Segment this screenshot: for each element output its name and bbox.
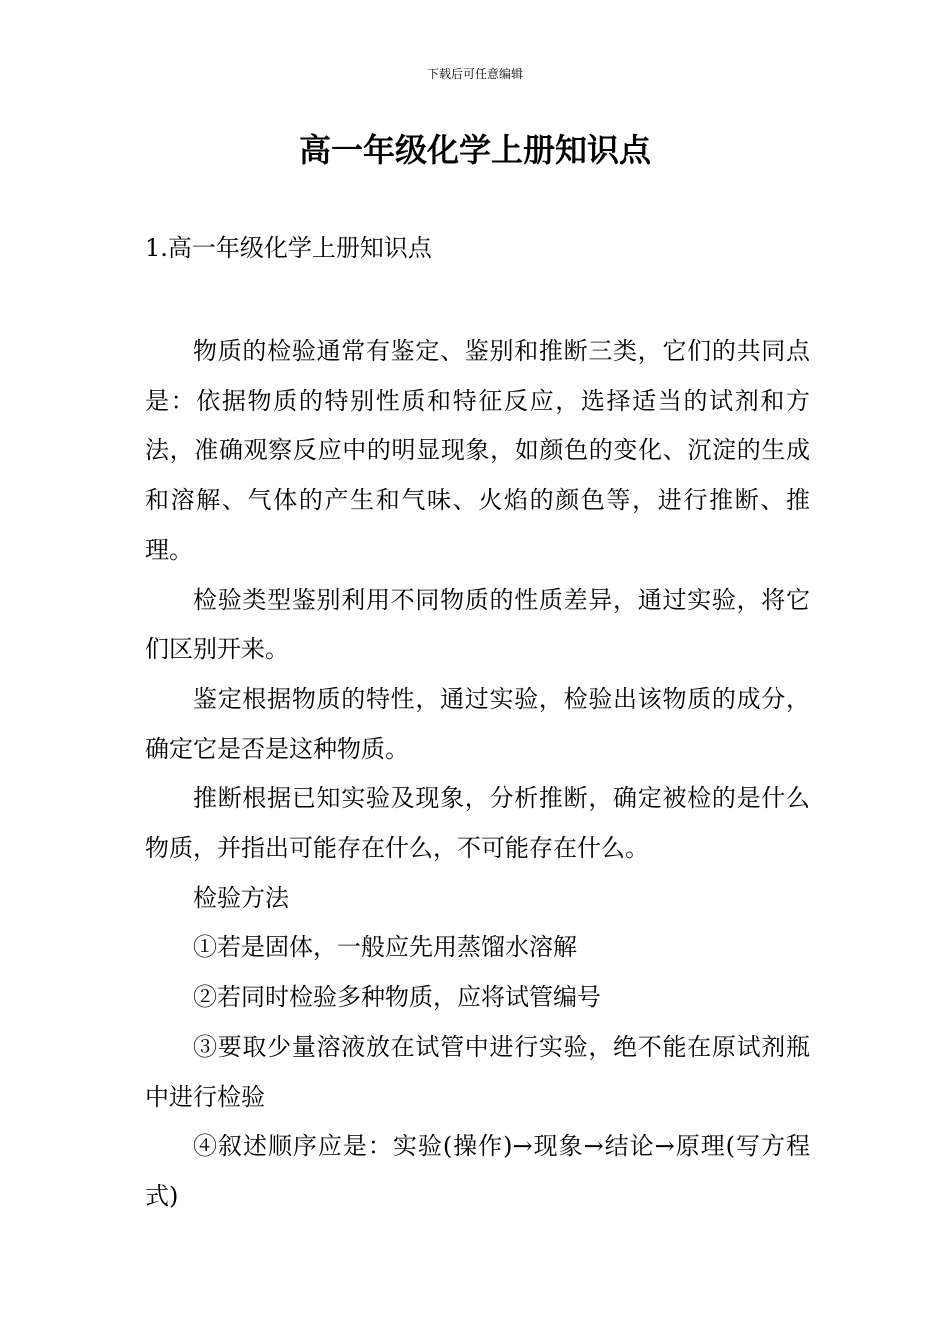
method-step-1: ①若是固体，一般应先用蒸馏水溶解 bbox=[193, 933, 577, 962]
header-note: 下载后可任意编辑 bbox=[426, 67, 523, 81]
paragraph-inference: 推断根据已知实验及现象，分析推断，确定被检的是什么物质，并指出可能存在什么，不可能存在什么。 bbox=[145, 784, 810, 863]
paragraph-intro: 物质的检验通常有鉴定、鉴别和推断三类，它们的共同点是：依据物质的特别性质和特征反应，选择适当的试剂和方法，准确观察反应中的明显现象，如颜色的变化、沉淀的生成和溶解、气体的产生和气味、火焰的颜色等，进行推断、推理。 bbox=[145, 337, 810, 564]
document-title: 高一年级化学上册知识点 bbox=[298, 131, 651, 169]
section-heading: 1.高一年级化学上册知识点 bbox=[145, 234, 432, 262]
paragraph-identification: 检验类型鉴别利用不同物质的性质差异，通过实验，将它们区别开来。 bbox=[145, 585, 810, 664]
paragraph-verification: 鉴定根据物质的特性，通过实验，检验出该物质的成分，确定它是否是这种物质。 bbox=[145, 684, 810, 763]
method-step-2: ②若同时检验多种物质，应将试管编号 bbox=[193, 983, 601, 1012]
method-step-3: ③要取少量溶液放在试管中进行实验，绝不能在原试剂瓶中进行检验 bbox=[145, 1032, 810, 1111]
body-text bbox=[145, 327, 810, 1222]
paragraph-method-heading: 检验方法 bbox=[193, 883, 289, 912]
method-step-4: ④叙述顺序应是：实验(操作)→现象→结论→原理(写方程式) bbox=[145, 1132, 810, 1210]
